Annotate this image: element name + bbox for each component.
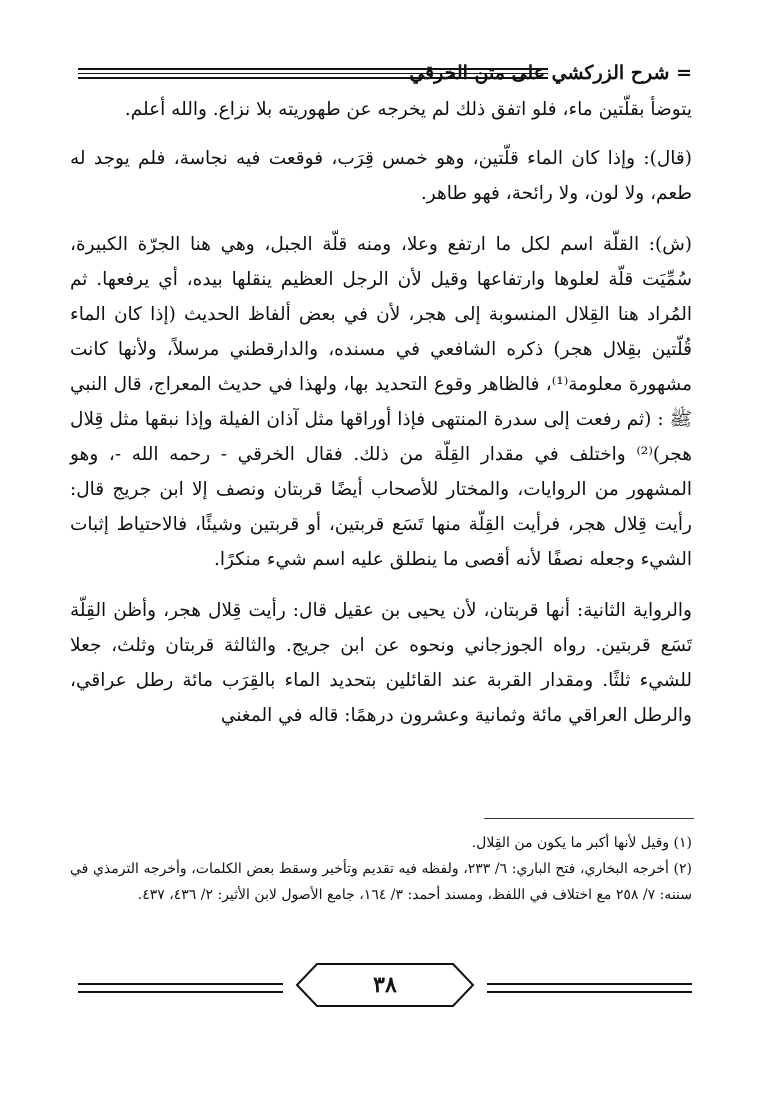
main-text [70, 92, 692, 749]
footnote-separator [484, 818, 694, 819]
paragraph-1: يتوضأ بقلّتين ماء، فلو اتفق ذلك لم يخرجه عن طهوريته بلا نزاع. والله أعلم. [124, 99, 692, 120]
footer-rule-left [78, 983, 283, 993]
paragraph-4: والرواية الثانية: أنها قربتان، لأن يحيى بن عقيل قال: رأيت قِلال هجر، وأظن القِلّة تَسَع قربتين. رواه الجوزجاني ونحوه عن ابن جريج. والثالثة قربتان وثلث، جعلا للشيء ثلثًا. ومقدار القربة عند القائلين بتحديد الماء بالقِرَب مائة رطل عراقي، والرطل العراقي مائة وثمانية وعشرون درهمًا: قاله في المغني [70, 600, 692, 726]
paragraph-3: (ش): القلّة اسم لكل ما ارتفع وعلا، ومنه قلّة الجبل، وهي هنا الجرّة الكبيرة، سُمِّيَت قلّة لعلوها وارتفاعها وقيل لأن الرجل العظيم ينقلها بيده، أي يرفعها. ثم المُراد هنا القِلال المنسوبة إلى هجر، لأن في بعض ألفاظ الحديث (إذا كان الماء قُلّتين بقِلال هجر) ذكره الشافعي في مسنده، والدارقطني مرسلاً، ولأنها كانت مشهورة معلومة⁽¹⁾، فالظاهر وقوع التحديد بها، ولهذا في حديث المعراج، قال النبي ﷺ : (ثم رفعت إلى سدرة المنتهى فإذا أوراقها مثل آذان الفيلة وإذا نبقها مثل قِلال هجر)⁽²⁾ واختلف في مقدار القِلّة من ذلك. فقال الخرقي - رحمه الله -، وهو المشهور من الروايات، والمختار للأصحاب أيضًا قربتان ونصف إلا ابن جريج قال: رأيت قِلال هجر، فرأيت القِلّة منها تَسَع قربتين، أو قربتين وشيئًا، فالاحتياط إثبات الشيء وجعله نصفًا لأنه أقصى ما ينطلق عليه اسم شيء منكرًا. [70, 234, 692, 570]
footnote-2: (٢) أخرجه البخاري، فتح الباري: ٦/ ٢٣٣، ولفظه فيه تقديم وتأخير وسقط بعض الكلمات، وأخرجه الترمذي في سننه: ٧/ ٢٥٨ مع اختلاف في اللفظ، ومسند أحمد: ٣/ ١٦٤، جامع الأصول لابن الأثير: ٢/ ٤٣٦، ٤٣٧. [70, 861, 692, 903]
footer-rule-right [487, 983, 692, 993]
footnote-1: (١) وقيل لأنها أكبر ما يكون من القِلال. [471, 835, 692, 851]
running-header [78, 58, 692, 88]
page-footer [78, 955, 692, 1015]
footnotes [70, 830, 692, 908]
header-title: = شرح الزركشي على متن الخرقي [409, 62, 692, 84]
page-number: ٣٨ [373, 972, 397, 998]
paragraph-2: (قال): وإذا كان الماء قلّتين، وهو خمس قِرَب، فوقعت فيه نجاسة، فلم يوجد له طعم، ولا لون، ولا رائحة، فهو طاهر. [70, 148, 692, 204]
